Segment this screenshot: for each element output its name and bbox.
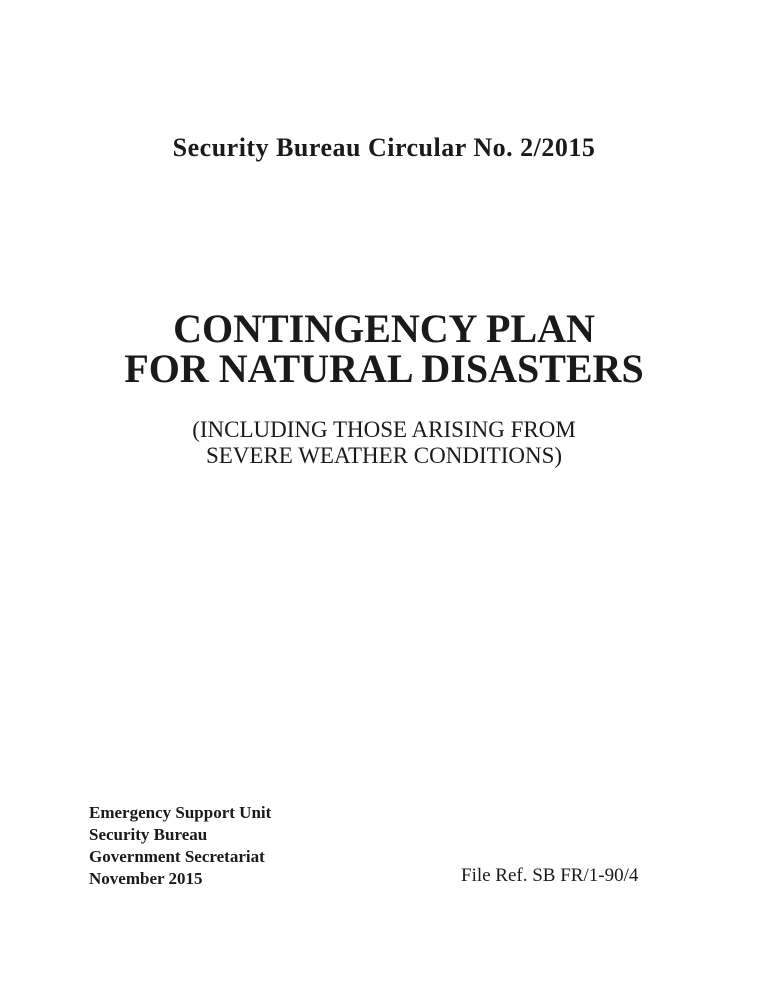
footer-organization-block: [89, 802, 271, 890]
circular-number-heading: Security Bureau Circular No. 2/2015: [172, 133, 596, 162]
document-title-line-1: CONTINGENCY PLAN: [173, 306, 595, 351]
document-title: [0, 306, 768, 391]
document-subtitle-line-2: SEVERE WEATHER CONDITIONS): [205, 443, 563, 468]
document-subtitle-line-1: (INCLUDING THOSE ARISING FROM: [192, 417, 576, 442]
footer-org-line-bureau: Security Bureau: [89, 825, 208, 844]
footer-org-line-unit: Emergency Support Unit: [89, 803, 272, 822]
file-reference: File Ref. SB FR/1-90/4: [461, 865, 639, 886]
document-subtitle: [0, 417, 768, 469]
document-title-line-2: FOR NATURAL DISASTERS: [124, 346, 644, 391]
footer-org-line-secretariat: Government Secretariat: [89, 847, 265, 866]
footer-org-line-date: November 2015: [89, 869, 203, 888]
